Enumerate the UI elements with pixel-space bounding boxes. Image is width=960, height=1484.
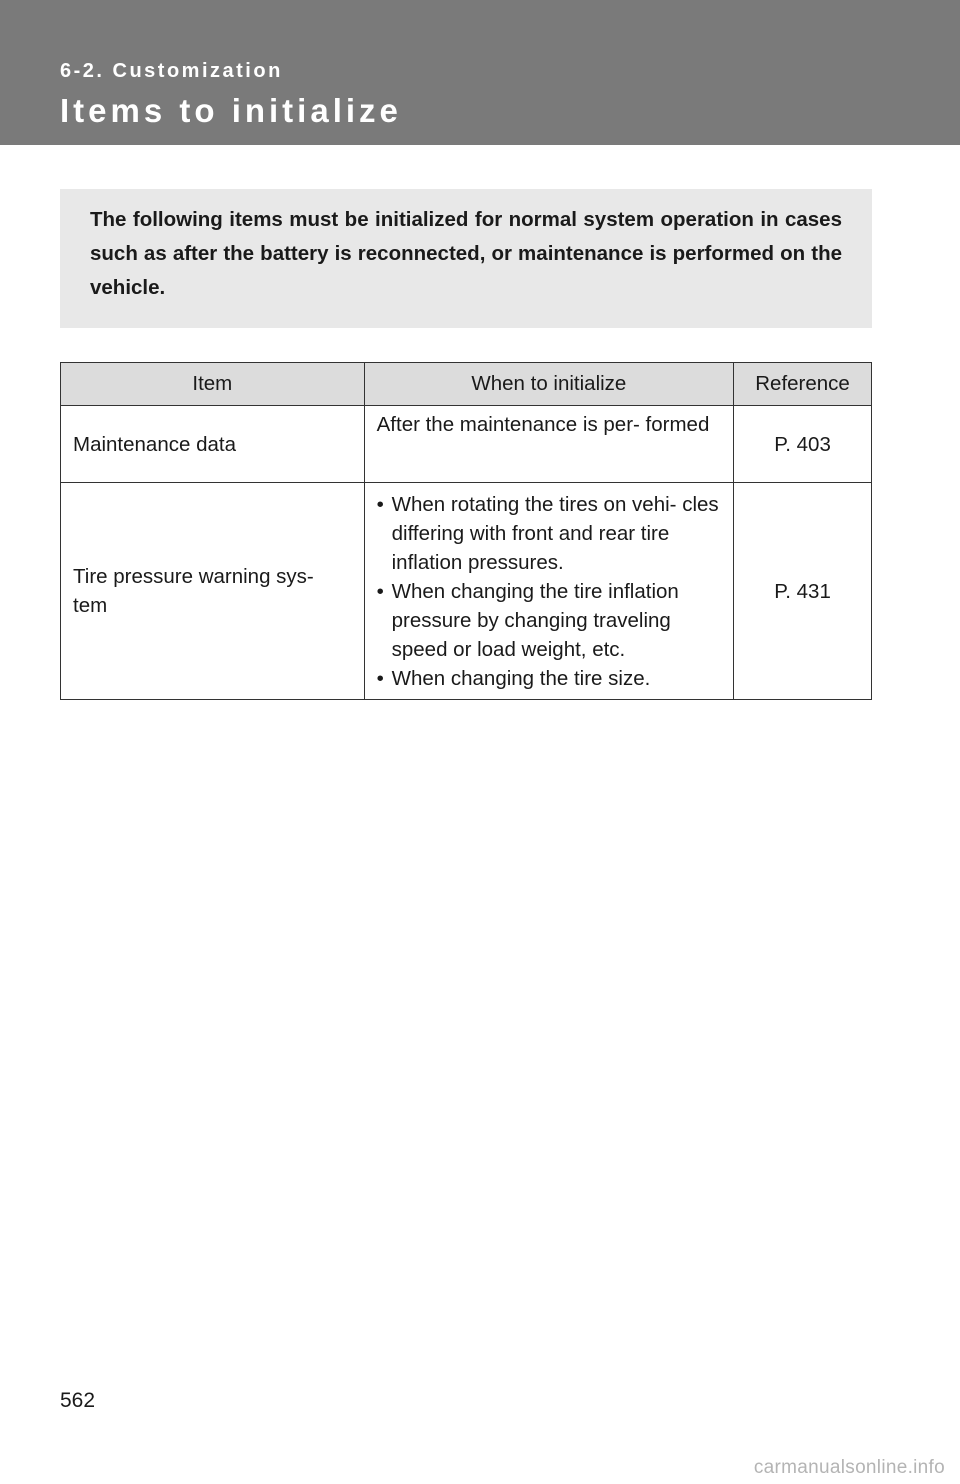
intro-box xyxy=(60,189,872,328)
header-when-to-initialize: When to initialize xyxy=(364,363,733,406)
watermark: carmanualsonline.info xyxy=(753,1457,945,1478)
list-item: • When rotating the tires on vehi- cles differing with front and rear tire inflation pressures. xyxy=(377,490,721,577)
item-cell: Tire pressure warning sys- tem xyxy=(61,483,365,700)
when-cell: After the maintenance is per- formed xyxy=(364,406,733,483)
list-item: • When changing the tire size. xyxy=(377,664,721,693)
section-label: 6-2. Customization xyxy=(60,60,283,82)
item-cell: Maintenance data xyxy=(61,406,365,483)
header-band xyxy=(0,0,960,145)
reference-cell: P. 431 xyxy=(734,483,872,700)
header-reference: Reference xyxy=(734,363,872,406)
list-item: • When changing the tire inflation pressure by changing traveling speed or load weight, etc. xyxy=(377,577,721,664)
when-cell xyxy=(364,483,733,700)
table-row xyxy=(61,406,872,483)
page-title: Items to initialize xyxy=(60,92,402,129)
page-number: 562 xyxy=(60,1389,96,1412)
header-item: Item xyxy=(61,363,365,406)
bullet-list xyxy=(377,490,721,693)
intro-text: The following items must be initialized for normal system operation in cases such as after the battery is reconnected, or maintenance is performed on the vehicle. xyxy=(90,208,842,299)
reference-cell: P. 403 xyxy=(734,406,872,483)
initialize-table xyxy=(60,362,872,700)
table-row xyxy=(61,483,872,700)
table-header-row xyxy=(61,363,872,406)
